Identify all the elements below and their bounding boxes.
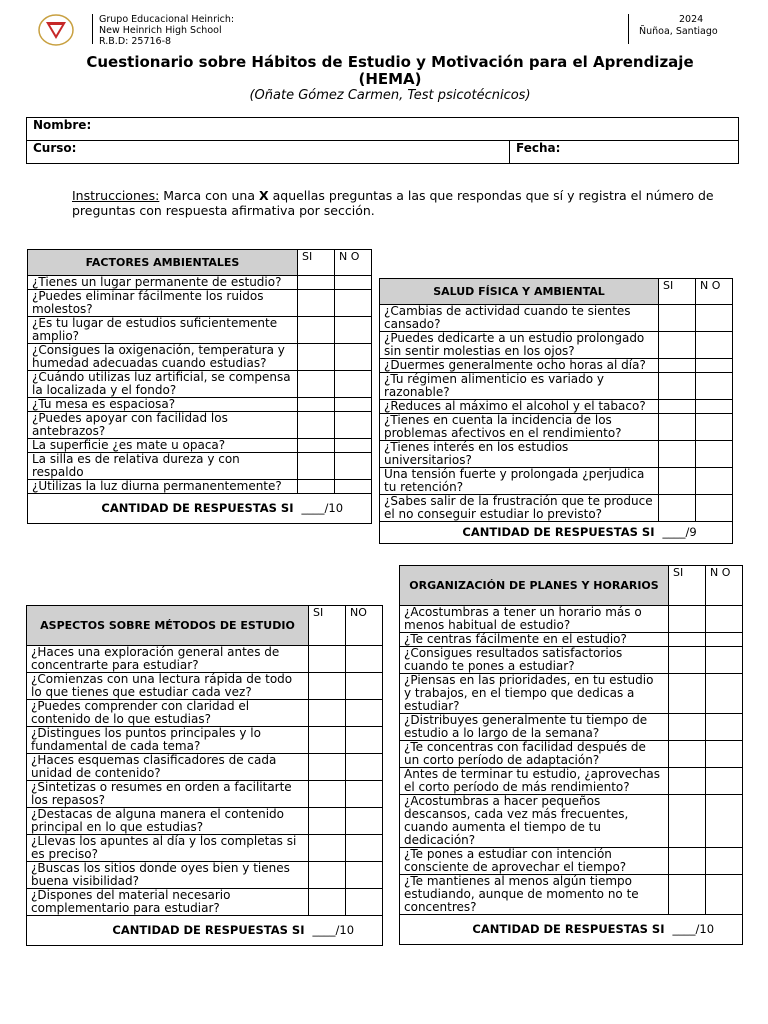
total-score-field[interactable]: ____/10 [669, 915, 743, 945]
question-row [28, 317, 372, 344]
page-title: Cuestionario sobre Hábitos de Estudio y Motivación para el Aprendizaje (HEMA) [86, 53, 694, 88]
question-text: La silla es de relativa dureza y con respaldo [28, 453, 298, 480]
question-row [400, 633, 743, 647]
question-row [28, 371, 372, 398]
si-checkbox[interactable] [669, 714, 706, 741]
question-text: ¿Te concentras con facilidad después de un corto período de adaptación? [400, 741, 669, 768]
question-text: ¿Puedes comprender con claridad el contenido de lo que estudias? [27, 700, 309, 727]
question-row [380, 305, 733, 332]
name-label: Nombre: [33, 118, 92, 132]
question-text: ¿Sintetizas o resumes en orden a facilitarte los repasos? [27, 781, 309, 808]
no-checkbox[interactable] [346, 700, 383, 727]
no-checkbox[interactable] [696, 468, 733, 495]
no-checkbox[interactable] [706, 633, 743, 647]
question-text: ¿Consigues resultados satisfactorios cuando te pones a estudiar? [400, 647, 669, 674]
question-text: ¿Tu mesa es espaciosa? [28, 398, 298, 412]
si-checkbox[interactable] [309, 781, 346, 808]
question-row [27, 781, 383, 808]
no-checkbox[interactable] [335, 290, 372, 317]
instructions [72, 188, 722, 218]
si-checkbox[interactable] [669, 633, 706, 647]
total-label: CANTIDAD DE RESPUESTAS SI [27, 916, 309, 946]
question-text: ¿Piensas en las prioridades, en tu estudio y trabajos, en el tiempo que dedicas a estudiar? [400, 674, 669, 714]
si-checkbox[interactable] [669, 606, 706, 633]
si-checkbox[interactable] [669, 875, 706, 915]
question-row [27, 700, 383, 727]
no-header: N O [696, 279, 733, 305]
si-checkbox[interactable] [659, 373, 696, 400]
question-row [27, 808, 383, 835]
instructions-text: aquellas preguntas a las que respondas que sí y registra el número de preguntas con respuesta afirmativa por sección. [72, 188, 714, 218]
question-row [400, 875, 743, 915]
si-checkbox[interactable] [659, 332, 696, 359]
question-text: ¿Duermes generalmente ocho horas al día? [380, 359, 659, 373]
no-checkbox[interactable] [335, 398, 372, 412]
si-checkbox[interactable] [669, 741, 706, 768]
question-text: ¿Utilizas la luz diurna permanentemente? [28, 480, 298, 494]
question-row [28, 398, 372, 412]
si-checkbox[interactable] [298, 371, 335, 398]
no-checkbox[interactable] [696, 400, 733, 414]
section-table-factores-ambientales [27, 249, 372, 524]
question-text: ¿Consigues la oxigenación, temperatura y humedad adecuadas cuando estudias? [28, 344, 298, 371]
question-row [380, 359, 733, 373]
question-text: ¿Distingues los puntos principales y lo fundamental de cada tema? [27, 727, 309, 754]
question-text: ¿Haces esquemas clasificadores de cada unidad de contenido? [27, 754, 309, 781]
no-checkbox[interactable] [335, 276, 372, 290]
total-score-field[interactable]: ____/9 [659, 522, 733, 544]
header-date-location [628, 14, 749, 44]
no-checkbox[interactable] [335, 412, 372, 439]
question-row [380, 332, 733, 359]
section-title: ORGANIZACIÓN DE PLANES Y HORARIOS [400, 566, 669, 606]
no-checkbox[interactable] [335, 371, 372, 398]
question-row [380, 373, 733, 400]
si-checkbox[interactable] [309, 754, 346, 781]
si-checkbox[interactable] [298, 480, 335, 494]
si-checkbox[interactable] [669, 768, 706, 795]
total-label: CANTIDAD DE RESPUESTAS SI [380, 522, 659, 544]
si-checkbox[interactable] [659, 359, 696, 373]
no-checkbox[interactable] [696, 305, 733, 332]
si-checkbox[interactable] [669, 848, 706, 875]
question-row [27, 835, 383, 862]
no-checkbox[interactable] [346, 727, 383, 754]
question-row [400, 848, 743, 875]
no-checkbox[interactable] [335, 344, 372, 371]
si-checkbox[interactable] [309, 646, 346, 673]
no-checkbox[interactable] [706, 647, 743, 674]
question-text: ¿Comienzas con una lectura rápida de todo lo que tienes que estudiar cada vez? [27, 673, 309, 700]
question-text: ¿Te mantienes al menos algún tiempo estudiando, aunque de momento no te concentres? [400, 875, 669, 915]
section-title: SALUD FÍSICA Y AMBIENTAL [380, 279, 659, 305]
question-row [28, 453, 372, 480]
si-header: SI [298, 250, 335, 276]
question-row [28, 290, 372, 317]
no-checkbox[interactable] [696, 414, 733, 441]
no-checkbox[interactable] [346, 889, 383, 916]
no-checkbox[interactable] [706, 795, 743, 848]
question-text: ¿Te pones a estudiar con intención consciente de aprovechar el tiempo? [400, 848, 669, 875]
question-text: ¿Puedes eliminar fácilmente los ruidos molestos? [28, 290, 298, 317]
question-row [27, 889, 383, 916]
si-header: SI [309, 606, 346, 646]
question-row [28, 412, 372, 439]
question-text: ¿Tienes en cuenta la incidencia de los problemas afectivos en el rendimiento? [380, 414, 659, 441]
question-row [400, 795, 743, 848]
si-checkbox[interactable] [669, 795, 706, 848]
no-checkbox[interactable] [696, 359, 733, 373]
question-text: ¿Haces una exploración general antes de concentrarte para estudiar? [27, 646, 309, 673]
header-year: 2024 [679, 14, 704, 25]
no-checkbox[interactable] [346, 673, 383, 700]
si-checkbox[interactable] [309, 700, 346, 727]
name-field[interactable] [27, 118, 739, 141]
si-checkbox[interactable] [298, 412, 335, 439]
no-header: NO [346, 606, 383, 646]
question-text: La superficie ¿es mate u opaca? [28, 439, 298, 453]
no-checkbox[interactable] [696, 441, 733, 468]
question-row [28, 439, 372, 453]
total-label: CANTIDAD DE RESPUESTAS SI [400, 915, 669, 945]
question-text: ¿Cambias de actividad cuando te sientes cansado? [380, 305, 659, 332]
no-checkbox[interactable] [335, 453, 372, 480]
si-checkbox[interactable] [298, 317, 335, 344]
no-checkbox[interactable] [706, 741, 743, 768]
question-text: ¿Distribuyes generalmente tu tiempo de estudio a lo largo de la semana? [400, 714, 669, 741]
si-checkbox[interactable] [669, 647, 706, 674]
si-checkbox[interactable] [659, 305, 696, 332]
question-row [400, 714, 743, 741]
question-text: Antes de terminar tu estudio, ¿aprovechas el corto período de más rendimiento? [400, 768, 669, 795]
school-line: New Heinrich High School [99, 25, 222, 36]
section-table-organizacion-planes [399, 565, 743, 945]
question-row [27, 673, 383, 700]
si-checkbox[interactable] [298, 439, 335, 453]
date-field[interactable] [510, 141, 739, 164]
total-label: CANTIDAD DE RESPUESTAS SI [28, 494, 298, 524]
question-text: ¿Cuándo utilizas luz artificial, se compensa la localizada y el fondo? [28, 371, 298, 398]
question-text: ¿Tu régimen alimenticio es variado y razonable? [380, 373, 659, 400]
school-info [92, 14, 235, 47]
total-score-field[interactable]: ____/10 [298, 494, 372, 524]
question-text: ¿Acostumbras a hacer pequeños descansos, cada vez más frecuentes, cuando aumenta el tiempo de tu dedicación? [400, 795, 669, 848]
si-checkbox[interactable] [298, 290, 335, 317]
course-label: Curso: [33, 141, 77, 155]
question-row [27, 727, 383, 754]
question-row [27, 754, 383, 781]
section-title: FACTORES AMBIENTALES [28, 250, 298, 276]
header-location: Ñuñoa, Santiago [639, 26, 718, 37]
question-text: ¿Llevas los apuntes al día y los completas si es preciso? [27, 835, 309, 862]
question-text: ¿Tienes un lugar permanente de estudio? [28, 276, 298, 290]
question-text: ¿Es tu lugar de estudios suficientemente amplio? [28, 317, 298, 344]
instructions-label: Instrucciones: [72, 188, 160, 203]
question-text: ¿Acostumbras a tener un horario más o menos habitual de estudio? [400, 606, 669, 633]
no-checkbox[interactable] [346, 781, 383, 808]
no-checkbox[interactable] [706, 674, 743, 714]
question-row [380, 400, 733, 414]
si-checkbox[interactable] [659, 414, 696, 441]
question-row [400, 674, 743, 714]
no-checkbox[interactable] [335, 480, 372, 494]
question-row [28, 276, 372, 290]
question-row [400, 741, 743, 768]
question-text: ¿Puedes dedicarte a un estudio prolongado sin sentir molestias en los ojos? [380, 332, 659, 359]
no-checkbox[interactable] [706, 848, 743, 875]
no-checkbox[interactable] [346, 862, 383, 889]
si-checkbox[interactable] [309, 862, 346, 889]
question-text: ¿Dispones del material necesario complementario para estudiar? [27, 889, 309, 916]
no-header: N O [335, 250, 372, 276]
si-checkbox[interactable] [309, 673, 346, 700]
question-text: ¿Te centras fácilmente en el estudio? [400, 633, 669, 647]
date-label: Fecha: [516, 141, 561, 155]
si-header: SI [669, 566, 706, 606]
school-line: Grupo Educacional Heinrich: [99, 14, 235, 25]
question-text: ¿Sabes salir de la frustración que te produce el no conseguir estudiar lo previsto? [380, 495, 659, 522]
no-header: N O [706, 566, 743, 606]
si-checkbox[interactable] [298, 344, 335, 371]
no-checkbox[interactable] [335, 317, 372, 344]
course-field[interactable] [27, 141, 510, 164]
question-row [400, 606, 743, 633]
section-title: ASPECTOS SOBRE MÉTODOS DE ESTUDIO [27, 606, 309, 646]
question-row [380, 441, 733, 468]
question-row [380, 414, 733, 441]
instructions-mark: X [258, 188, 269, 203]
question-text: ¿Tienes interés en los estudios universitarios? [380, 441, 659, 468]
question-row [28, 480, 372, 494]
si-checkbox[interactable] [309, 727, 346, 754]
school-crest-icon [36, 12, 76, 48]
question-text: ¿Puedes apoyar con facilidad los antebrazos? [28, 412, 298, 439]
si-checkbox[interactable] [298, 276, 335, 290]
question-text: ¿Destacas de alguna manera el contenido principal en lo que estudias? [27, 808, 309, 835]
section-table-salud-fisica [379, 278, 733, 544]
question-row [380, 495, 733, 522]
no-checkbox[interactable] [706, 714, 743, 741]
si-checkbox[interactable] [309, 808, 346, 835]
si-checkbox[interactable] [298, 398, 335, 412]
no-checkbox[interactable] [706, 875, 743, 915]
question-row [27, 862, 383, 889]
no-checkbox[interactable] [346, 754, 383, 781]
si-checkbox[interactable] [309, 889, 346, 916]
no-checkbox[interactable] [706, 606, 743, 633]
si-checkbox[interactable] [669, 674, 706, 714]
no-checkbox[interactable] [346, 835, 383, 862]
question-row [380, 468, 733, 495]
total-score-field[interactable]: ____/10 [309, 916, 383, 946]
si-header: SI [659, 279, 696, 305]
no-checkbox[interactable] [346, 808, 383, 835]
no-checkbox[interactable] [696, 332, 733, 359]
question-text: ¿Buscas los sitios donde oyes bien y tienes buena visibilidad? [27, 862, 309, 889]
student-info-form [26, 117, 739, 164]
instructions-text: Marca con una [159, 188, 259, 203]
question-row [28, 344, 372, 371]
no-checkbox[interactable] [696, 373, 733, 400]
si-checkbox[interactable] [309, 835, 346, 862]
page-subtitle: (Oñate Gómez Carmen, Test psicotécnicos) [249, 88, 531, 103]
section-table-metodos-estudio [26, 605, 383, 946]
no-checkbox[interactable] [346, 646, 383, 673]
si-checkbox[interactable] [659, 495, 696, 522]
school-line: R.B.D: 25716-8 [99, 36, 172, 47]
no-checkbox[interactable] [696, 495, 733, 522]
si-checkbox[interactable] [298, 453, 335, 480]
no-checkbox[interactable] [706, 768, 743, 795]
si-checkbox[interactable] [659, 400, 696, 414]
question-row [400, 768, 743, 795]
no-checkbox[interactable] [335, 439, 372, 453]
question-row [27, 646, 383, 673]
question-row [400, 647, 743, 674]
si-checkbox[interactable] [659, 468, 696, 495]
question-text: ¿Reduces al máximo el alcohol y el tabaco? [380, 400, 659, 414]
question-text: Una tensión fuerte y prolongada ¿perjudica tu retención? [380, 468, 659, 495]
si-checkbox[interactable] [659, 441, 696, 468]
